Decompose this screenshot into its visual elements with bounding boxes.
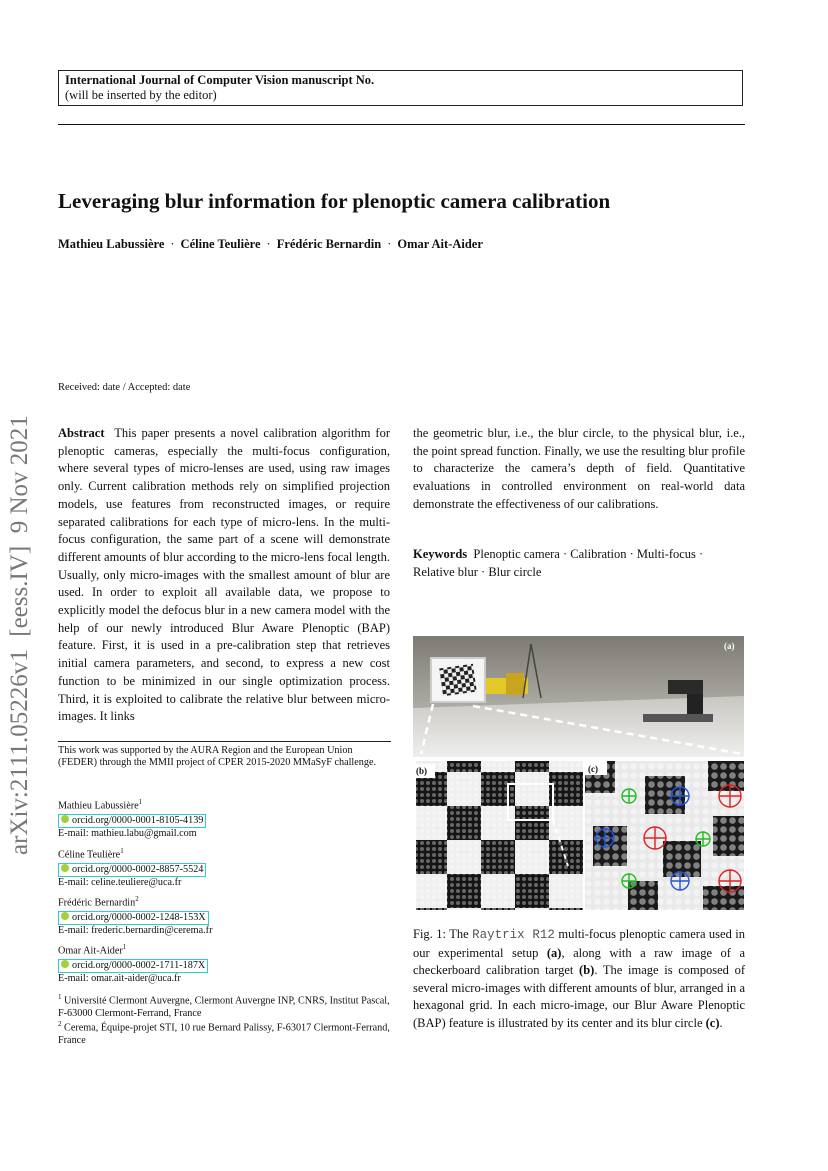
institution-sup: 2 <box>58 1020 62 1028</box>
panel-a-label: (a) <box>724 641 735 651</box>
affiliation-sup: 2 <box>135 895 139 903</box>
orcid-icon <box>61 864 69 872</box>
abstract-text: This paper presents a novel calibration algorithm for plenoptic cameras, especially the multi-focus configuration, where several types of micro-lenses are used, using raw images only. Current calibration methods rely on simplified projection models, use features from reconstructed images, or require separated calibrations for each type of micro-lens. In the multi-focus configuration, the same part of a scene will demonstrate different amounts of blur according to the micro-lens focal length. Usually, only micro-images with the smallest amount of blur are used. In order to exploit all available data, we propose to explicitly model the defocus blur in a new camera model with the help of our newly introduced Blur Aware Plenoptic (BAP) feature. First, it is used in a pre-calibration step that retrieves initial camera parameters, and second, to express a new cost function to be minimized in our single optimization process. Third, it is exploited to calibrate the relative blur between micro-images. It links <box>58 426 390 724</box>
affiliation-name: Céline Teulière <box>58 849 121 861</box>
orcid-id: orcid.org/0000-0001-8105-4139 <box>72 814 204 826</box>
caption-end: . <box>719 1015 723 1030</box>
received-date: Received: date / Accepted: date <box>58 382 191 393</box>
affiliation-sup: 1 <box>122 943 127 951</box>
caption-prefix: Fig. 1: The <box>413 927 469 941</box>
abstract-right-column: the geometric blur, i.e., the blur circle, to the physical blur, i.e., the point spread function. Finally, we use the resulting blur profile to characterize the camera’s depth of field. Quantitative evaluations in controlled environment on real-world data demonstrate the effectiveness of our calibrations. <box>413 426 745 511</box>
orcid-link[interactable] <box>58 814 206 828</box>
keywords <box>413 546 745 581</box>
abstract-label: Abstract <box>58 426 105 440</box>
affiliation-sup: 1 <box>138 798 143 806</box>
figure-1 <box>413 636 744 910</box>
author-list <box>58 236 758 252</box>
author-name: Frédéric Bernardin <box>276 237 382 251</box>
institution-sup: 1 <box>58 993 62 1001</box>
orcid-icon <box>61 815 69 823</box>
author-separator: · <box>266 237 271 251</box>
author-affiliation <box>58 941 393 985</box>
affiliation-email: E-mail: frederic.bernardin@cerema.fr <box>58 924 213 936</box>
figure-1-caption <box>413 926 745 1033</box>
author-name: Céline Teulière <box>180 237 261 251</box>
affiliation-name: Frédéric Bernardin <box>58 897 136 909</box>
caption-ref-a: (a) <box>546 945 562 960</box>
affiliation-name: Omar Ait-Aider <box>58 945 123 957</box>
journal-header-box <box>58 70 743 106</box>
panel-b-raw-image <box>413 761 583 910</box>
figure-1-graphic <box>413 636 744 910</box>
keywords-label: Keywords <box>413 547 468 561</box>
caption-ref-b: (b) <box>579 963 595 978</box>
panel-c-bap-features <box>585 761 744 910</box>
affiliation-email: E-mail: omar.ait-aider@uca.fr <box>58 972 181 984</box>
panel-a-photo <box>413 636 744 757</box>
funding-footnote: This work was supported by the AURA Region and the European Union (FEDER) through the MMII project of CPER 2015-2020 MMaSyF challenge. <box>58 745 377 769</box>
paper-title: Leveraging blur information for plenoptic camera calibration <box>58 189 611 213</box>
orcid-link[interactable] <box>58 911 209 925</box>
author-name: Omar Ait-Aider <box>397 237 483 251</box>
caption-text: , along with a raw image of a checkerboard calibration target <box>413 945 746 978</box>
header-rule <box>58 124 745 125</box>
institution-text: Université Clermont Auvergne, Clermont Auvergne INP, CNRS, Institut Pascal, F-63000 Clermont-Ferrand, France <box>58 995 390 1019</box>
affiliation-email: E-mail: celine.teuliere@uca.fr <box>58 876 182 888</box>
caption-text: . The image is composed of several micro-images with different amounts of blur, arranged in a hexagonal grid. In each micro-image, our Blur Aware Plenoptic (BAP) feature is illustrated by its center and its blur circle <box>413 963 746 1030</box>
orcid-link[interactable] <box>58 959 208 973</box>
journal-name: International Journal of Computer Vision manuscript No. <box>65 73 375 87</box>
author-separator: · <box>170 237 175 251</box>
affiliation-sup: 1 <box>120 847 124 855</box>
author-affiliation <box>58 796 393 840</box>
author-affiliation <box>58 893 393 937</box>
institution-text: Cerema, Équipe-projet STI, 10 rue Bernard Palissy, F-63017 Clermont-Ferrand, France <box>58 1022 390 1046</box>
arxiv-stamp: arXiv:2111.05226v1 [eess.IV] 9 Nov 2021 <box>6 415 33 855</box>
panel-b-label: (b) <box>416 766 427 776</box>
orcid-id: orcid.org/0000-0002-1711-187X <box>72 959 206 971</box>
keywords-text: Plenoptic camera · Calibration · Multi-focus · Relative blur · Blur circle <box>413 547 704 579</box>
author-affiliation <box>58 845 393 889</box>
caption-text: multi-focus plenoptic camera used in our experimental setup <box>413 927 746 960</box>
caption-ref-c: (c) <box>705 1015 720 1030</box>
author-name: Mathieu Labussière <box>58 237 165 251</box>
author-separator: · <box>387 237 392 251</box>
orcid-icon <box>61 960 69 968</box>
orcid-id: orcid.org/0000-0002-8857-5524 <box>72 863 204 875</box>
institution-footnote <box>58 1018 393 1047</box>
panel-c-label: (c) <box>588 764 598 774</box>
footnote-rule <box>58 741 391 742</box>
orcid-link[interactable] <box>58 863 206 877</box>
orcid-id: orcid.org/0000-0002-1248-153X <box>72 911 206 923</box>
affiliation-name: Mathieu Labussière <box>58 800 139 812</box>
abstract-left-column <box>58 425 390 726</box>
caption-camera-model: Raytrix R12 <box>472 928 555 942</box>
editor-note: (will be inserted by the editor) <box>65 88 217 102</box>
orcid-icon <box>61 912 69 920</box>
institution-footnote <box>58 991 393 1020</box>
affiliation-email: E-mail: mathieu.labu@gmail.com <box>58 827 197 839</box>
